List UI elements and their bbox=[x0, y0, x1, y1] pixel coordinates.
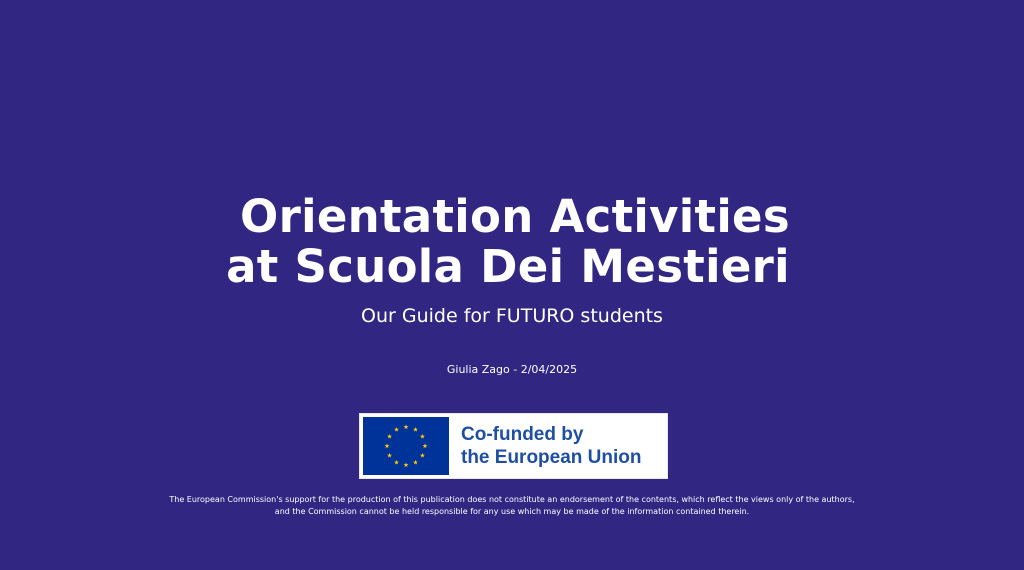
eu-logo-text bbox=[461, 423, 642, 469]
disclaimer-text bbox=[0, 494, 1024, 518]
author-date: Giulia Zago - 2/04/2025 bbox=[446, 363, 578, 376]
eu-cofunded-logo bbox=[359, 413, 668, 479]
eu-logo-text-line-2: the European Union bbox=[461, 447, 642, 468]
eu-flag-icon bbox=[363, 417, 449, 475]
disclaimer-line-1: The European Commission's support for the production of this publication does not constitute an endorsement of the contents, which reflect the views only of the authors, bbox=[169, 495, 855, 504]
slide-title bbox=[0, 192, 1024, 292]
title-line-1: Orientation Activities bbox=[240, 190, 790, 243]
eu-logo-text-line-1: Co-funded by bbox=[461, 424, 584, 445]
disclaimer-line-2: and the Commission cannot be held responsible for any use which may be made of the information contained therein. bbox=[274, 507, 750, 516]
slide-subtitle: Our Guide for FUTURO students bbox=[361, 305, 663, 327]
title-line-2: at Scuola Dei Mestieri bbox=[226, 240, 790, 293]
